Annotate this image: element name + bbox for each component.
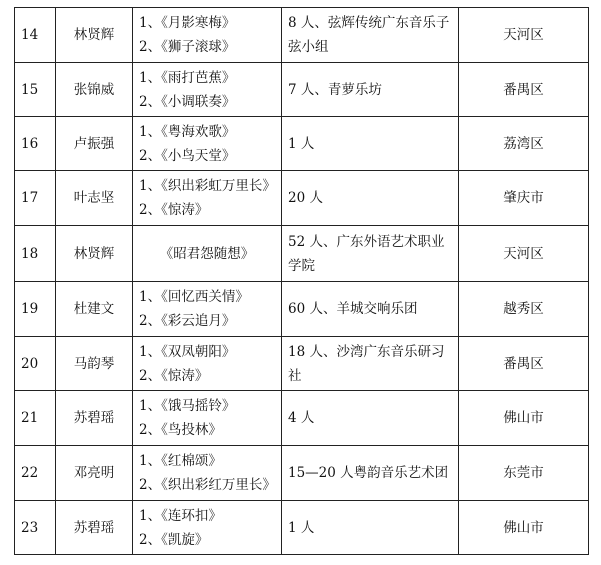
piece-list xyxy=(133,171,282,226)
region-name: 番禺区 xyxy=(459,337,589,391)
table-row xyxy=(15,63,589,117)
piece-list xyxy=(133,117,282,171)
row-number: 14 xyxy=(15,8,56,63)
table-row xyxy=(15,117,589,171)
row-number: 15 xyxy=(15,63,56,117)
region-name: 番禺区 xyxy=(459,63,589,117)
piece-title: 2、《织出彩红万里长》 xyxy=(139,477,276,493)
row-number: 23 xyxy=(15,501,56,555)
region-name: 天河区 xyxy=(459,8,589,63)
ensemble-info: 60 人、羊城交响乐团 xyxy=(282,282,459,337)
table-row xyxy=(15,446,589,501)
performer-name: 林贤辉 xyxy=(56,226,133,282)
table-row xyxy=(15,226,589,282)
performer-name: 林贤辉 xyxy=(56,8,133,63)
performer-name: 马韵琴 xyxy=(56,337,133,391)
performer-name: 张锦威 xyxy=(56,63,133,117)
piece-title: 1、《织出彩虹万里长》 xyxy=(139,178,276,194)
piece-title: 1、《雨打芭蕉》 xyxy=(139,69,236,86)
piece-title: 2、《小调联奏》 xyxy=(139,93,236,110)
ensemble-info: 18 人、沙湾广东音乐研习社 xyxy=(282,337,459,391)
row-number: 19 xyxy=(15,282,56,337)
piece-list xyxy=(133,226,282,282)
table-body xyxy=(15,8,589,555)
performer-name: 苏碧瑶 xyxy=(56,391,133,446)
row-number: 22 xyxy=(15,446,56,501)
piece-title: 1、《饿马摇铃》 xyxy=(139,398,236,414)
piece-title: 1、《回忆西关情》 xyxy=(139,289,249,305)
piece-list xyxy=(133,337,282,391)
region-name: 荔湾区 xyxy=(459,117,589,171)
table-row xyxy=(15,171,589,226)
row-number: 17 xyxy=(15,171,56,226)
performer-name: 叶志坚 xyxy=(56,171,133,226)
region-name: 东莞市 xyxy=(459,446,589,501)
piece-title: 1、《月影寒梅》 xyxy=(139,15,236,31)
piece-list xyxy=(133,446,282,501)
ensemble-info: 1 人 xyxy=(282,117,459,171)
ensemble-info: 20 人 xyxy=(282,171,459,226)
piece-title: 2、《鸟投林》 xyxy=(139,422,222,438)
row-number: 21 xyxy=(15,391,56,446)
ensemble-info: 15—20 人粤韵音乐艺术团 xyxy=(282,446,459,501)
piece-title: 2、《小鸟天堂》 xyxy=(139,147,236,164)
piece-title: 2、《狮子滚球》 xyxy=(139,39,236,55)
ensemble-info: 1 人 xyxy=(282,501,459,555)
table-row xyxy=(15,282,589,337)
region-name: 越秀区 xyxy=(459,282,589,337)
performance-table xyxy=(14,7,589,555)
table-row xyxy=(15,8,589,63)
piece-title: 2、《凯旋》 xyxy=(139,531,209,548)
ensemble-info: 52 人、广东外语艺术职业学院 xyxy=(282,226,459,282)
row-number: 20 xyxy=(15,337,56,391)
performer-name: 卢振强 xyxy=(56,117,133,171)
piece-title: 1、《连环扣》 xyxy=(139,507,222,524)
region-name: 佛山市 xyxy=(459,391,589,446)
region-name: 肇庆市 xyxy=(459,171,589,226)
piece-list xyxy=(133,63,282,117)
piece-title: 1、《粤海欢歌》 xyxy=(139,123,236,140)
row-number: 18 xyxy=(15,226,56,282)
row-number: 16 xyxy=(15,117,56,171)
table-row xyxy=(15,337,589,391)
table-row xyxy=(15,501,589,555)
piece-title: 1、《双凤朝阳》 xyxy=(139,343,236,360)
ensemble-info: 7 人、青萝乐坊 xyxy=(282,63,459,117)
ensemble-info: 4 人 xyxy=(282,391,459,446)
ensemble-info: 8 人、弦辉传统广东音乐子弦小组 xyxy=(282,8,459,63)
piece-title: 2、《彩云追月》 xyxy=(139,313,236,329)
table-row xyxy=(15,391,589,446)
performer-name: 苏碧瑶 xyxy=(56,501,133,555)
piece-title: 2、《惊涛》 xyxy=(139,202,209,218)
piece-list xyxy=(133,8,282,63)
piece-title: 2、《惊涛》 xyxy=(139,367,209,384)
performer-name: 杜建文 xyxy=(56,282,133,337)
region-name: 天河区 xyxy=(459,226,589,282)
piece-title: 1、《红棉颂》 xyxy=(139,453,222,469)
piece-list xyxy=(133,501,282,555)
region-name: 佛山市 xyxy=(459,501,589,555)
piece-list xyxy=(133,391,282,446)
piece-list xyxy=(133,282,282,337)
performer-name: 邓亮明 xyxy=(56,446,133,501)
piece-title: 《昭君怨随想》 xyxy=(159,245,255,262)
